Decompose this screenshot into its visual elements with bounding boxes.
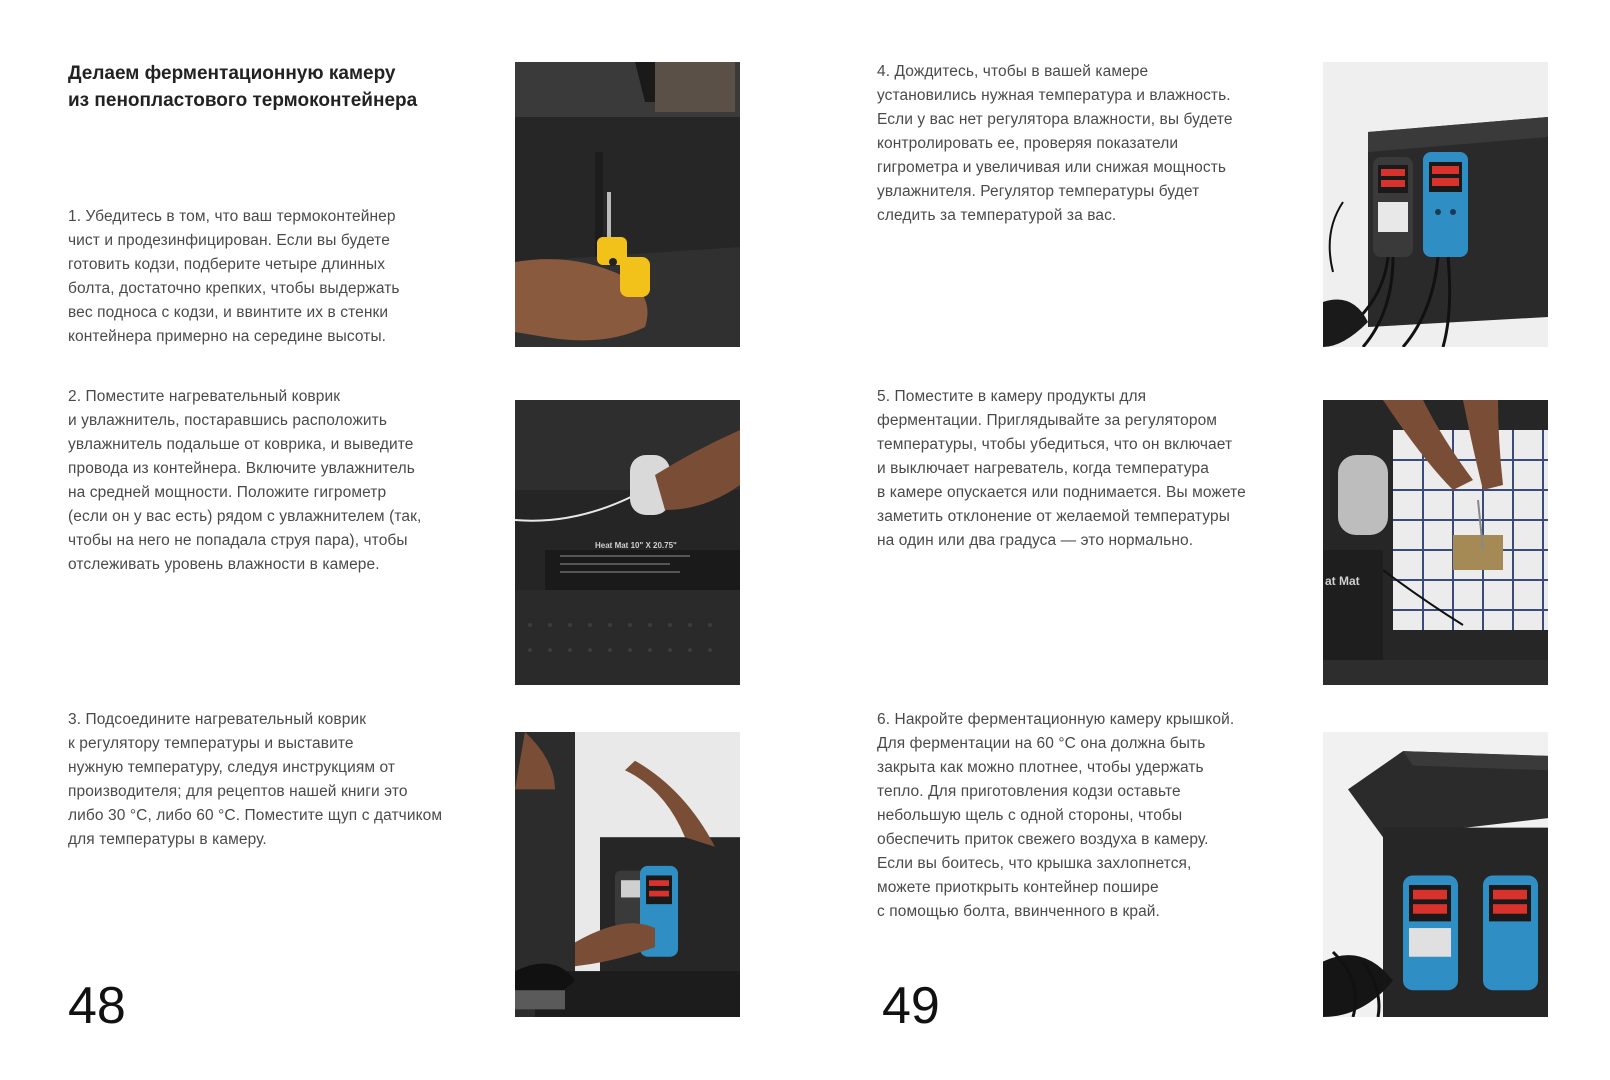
- photo-step-1: [515, 62, 740, 347]
- photo-step-2: [515, 400, 740, 685]
- photo-step-4: [1323, 62, 1548, 347]
- step-1-text: 1. Убедитесь в том, что ваш термоконтейнер чист и продезинфицирован. Если вы будете готовить кодзи, подберите четыре длинных болта, достаточно крепких, чтобы выдержать вес подноса с кодзи, и ввинтите их в стенки контейнера примерно на середине высоты.: [68, 208, 400, 345]
- step-4-text: 4. Дождитесь, чтобы в вашей камере установились нужная температура и влажность. Если у вас нет регулятора влажности, вы будете контролировать ее, проверяя показатели гигрометра и увеличивая или снижая мощность увлажнителя. Регулятор температуры будет следить за температурой за вас.: [877, 63, 1233, 224]
- step-5-text: 5. Поместите в камеру продукты для ферментации. Приглядывайте за регулятором температуры, чтобы убедиться, что он включает и выключает нагреватель, когда температура в камере опускается или поднимается. Вы можете заметить отклонение от желаемой температуры на один или два градуса — это нормально.: [877, 388, 1246, 549]
- right-page: [805, 0, 1610, 1080]
- heat-mat-label: Heat Mat 10" X 20.75": [595, 541, 677, 550]
- photo-step-5: [1323, 400, 1548, 685]
- page-number-left: 48: [68, 977, 126, 1035]
- step-3-text: 3. Подсоедините нагревательный коврик к регулятору температуры и выставите нужную температуру, следуя инструкциям от производителя; для рецептов нашей книги это либо 30 °С, либо 60 °С. Поместите щуп с датчиком для температуры в камеру.: [68, 711, 443, 848]
- step-2-text: 2. Поместите нагревательный коврик и увлажнитель, постаравшись расположить увлажнитель подальше от коврика, и выведите провода из контейнера. Включите увлажнитель на средней мощности. Положите гигрометр (если он у вас есть) рядом с увлажнителем (так, чтобы на него не попадала струя пара), чтобы отслеживать уровень влажности в камере.: [68, 388, 422, 573]
- photo-step-3: [515, 732, 740, 1017]
- step-6-text: 6. Накройте ферментационную камеру крышкой. Для ферментации на 60 °С она должна быть закрыта как можно плотнее, чтобы удержать тепло. Для приготовления кодзи оставьте небольшую щель с одной стороны, чтобы обеспечить приток свежего воздуха в камеру. Если вы боитесь, что крышка захлопнется, можете приоткрыть контейнер пошире с помощью болта, ввинченного в край.: [877, 711, 1235, 920]
- page-number-right: 49: [882, 977, 940, 1035]
- page-title: Делаем ферментационную камеру из пенопластового термоконтейнера: [68, 63, 418, 111]
- heat-mat-partial-label: at Mat: [1325, 574, 1360, 588]
- photo-step-6: [1323, 732, 1548, 1017]
